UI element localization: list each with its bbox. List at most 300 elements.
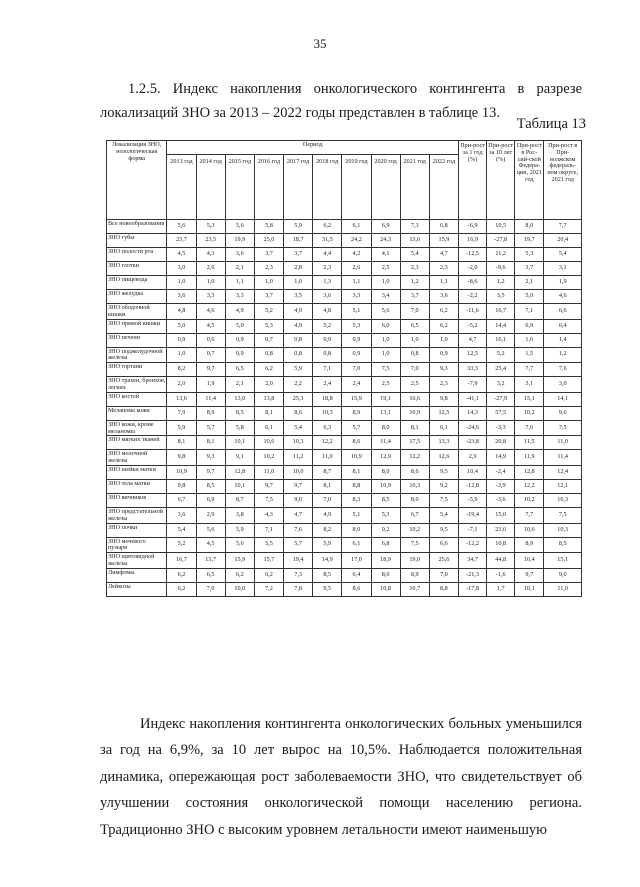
table-cell: 11,0 [313, 450, 342, 466]
table-cell: 0,8 [313, 347, 342, 363]
table-cell: 8,6 [400, 465, 429, 479]
table-cell: 12,9 [371, 450, 400, 466]
table-cell: 6,2 [254, 363, 283, 377]
table-cell: 10,9 [167, 465, 196, 479]
table-row [107, 568, 582, 582]
table-cell: 15,9 [225, 553, 254, 569]
table-cell: 16,6 [400, 392, 429, 406]
table-cell: 10,9 [342, 450, 371, 466]
table-cell: 12,2 [313, 436, 342, 450]
table-cell: 8,5 [225, 406, 254, 420]
page-number: 35 [313, 36, 327, 51]
table-cell: -8,6 [459, 276, 487, 290]
row-localization: ЗНО глотки [107, 262, 167, 276]
row-localization: ЗНО полости рта [107, 248, 167, 262]
table-cell: 5,7 [284, 537, 313, 553]
table-cell: 7,6 [515, 420, 544, 436]
table-cell: -41,1 [459, 392, 487, 406]
table-cell: 6,1 [342, 220, 371, 234]
table-cell: 5,4 [544, 248, 582, 262]
table-cell: 7,3 [284, 568, 313, 582]
table-cell: 5,9 [167, 420, 196, 436]
table-cell: 0,9 [225, 333, 254, 347]
table-cell: 12,6 [429, 450, 458, 466]
table-cell: 7,5 [544, 507, 582, 523]
table-cell: 5,0 [515, 290, 544, 304]
header-year: 2021 год [400, 155, 429, 220]
table-cell: 0,9 [342, 347, 371, 363]
table-cell: 1,7 [487, 582, 515, 596]
table-cell: 7,6 [544, 363, 582, 377]
table-cell: 4,9 [284, 304, 313, 320]
table-cell: 6,2 [225, 568, 254, 582]
table-cell: 31,5 [313, 234, 342, 248]
table-cell: 7,0 [400, 363, 429, 377]
table-row [107, 537, 582, 553]
table-cell: 8,5 [544, 537, 582, 553]
table-cell: 9,7 [196, 465, 225, 479]
table-cell: 5,6 [167, 220, 196, 234]
table-cell: 17,0 [342, 553, 371, 569]
table-cell: 14,9 [487, 450, 515, 466]
table-row [107, 450, 582, 466]
table-cell: 10,0 [225, 582, 254, 596]
header-year: 2016 год [254, 155, 283, 220]
table-cell: 5,9 [284, 363, 313, 377]
table-cell: 7,8 [284, 582, 313, 596]
table-cell: 3,7 [284, 248, 313, 262]
table-cell: 4,9 [313, 507, 342, 523]
table-cell: 11,0 [544, 436, 582, 450]
table-cell: 2,2 [284, 377, 313, 393]
table-cell: 8,0 [371, 568, 400, 582]
table-cell: 2,4 [313, 377, 342, 393]
table-cell: 2,8 [284, 262, 313, 276]
table-cell: 7,5 [544, 420, 582, 436]
table-cell: 44,8 [487, 553, 515, 569]
table-cell: 1,6 [515, 333, 544, 347]
header-period: Период [167, 141, 459, 155]
table-cell: 4,1 [371, 248, 400, 262]
table-cell: 18,9 [371, 553, 400, 569]
table-cell: 5,4 [167, 523, 196, 537]
table-cell: 5,4 [429, 507, 458, 523]
table-cell: 5,9 [284, 220, 313, 234]
table-cell: 8,8 [429, 582, 458, 596]
table-row [107, 220, 582, 234]
row-localization: ЗНО гортани [107, 363, 167, 377]
table-cell: 17,5 [400, 436, 429, 450]
table-cell: 16,4 [515, 553, 544, 569]
table-cell: 3,8 [225, 507, 254, 523]
table-cell: 2,0 [167, 377, 196, 393]
table-cell: 57,5 [487, 406, 515, 420]
table-row [107, 304, 582, 320]
table-cell: 3,6 [167, 507, 196, 523]
table-cell: 6,5 [196, 568, 225, 582]
table-cell: -17,8 [459, 582, 487, 596]
table-cell: 5,3 [371, 507, 400, 523]
table-cell: 6,2 [313, 220, 342, 234]
table-row [107, 465, 582, 479]
table-cell: 10,1 [225, 436, 254, 450]
table-cell: 9,8 [429, 392, 458, 406]
table-row [107, 333, 582, 347]
table-cell: 2,9 [459, 450, 487, 466]
table-cell: 10,6 [254, 436, 283, 450]
table-cell: 6,4 [544, 319, 582, 333]
table-cell: 11,5 [515, 436, 544, 450]
header-year: 2013 год [167, 155, 196, 220]
table-cell: 16,1 [487, 333, 515, 347]
table-cell: 6,2 [167, 582, 196, 596]
table-cell: 4,6 [196, 304, 225, 320]
header-growth-volga: При-рост в При-волжском федераль-ном округе, 2021 год [544, 141, 582, 220]
table-cell: 10,6 [515, 523, 544, 537]
table-cell: 19,9 [225, 234, 254, 248]
row-localization: ЗНО печени [107, 333, 167, 347]
table-cell: 0,9 [429, 347, 458, 363]
table-cell: 10,5 [487, 220, 515, 234]
table-cell: 19,7 [515, 234, 544, 248]
table-cell: 7,1 [313, 363, 342, 377]
table-cell: -3,6 [487, 493, 515, 507]
table-cell: 8,6 [342, 582, 371, 596]
table-cell: 6,7 [400, 507, 429, 523]
header-year: 2020 год [371, 155, 400, 220]
row-localization: Все новообразования [107, 220, 167, 234]
table-cell: 8,1 [313, 479, 342, 493]
table-cell: 4,3 [254, 507, 283, 523]
table-cell: 3,2 [487, 377, 515, 393]
table-cell: -1,6 [487, 568, 515, 582]
row-localization: ЗНО трахеи, бронхов, легких [108, 377, 166, 391]
row-localization: ЗНО щитовидной железы [107, 553, 167, 569]
table-cell: 6,1 [429, 420, 458, 436]
table-cell: 12,4 [544, 465, 582, 479]
accumulation-index-table [106, 140, 582, 597]
table-cell: 6,8 [371, 537, 400, 553]
table-cell: 6,1 [254, 420, 283, 436]
table-cell: 7,5 [400, 537, 429, 553]
table-cell: 0,8 [400, 347, 429, 363]
table-cell: 6,5 [225, 363, 254, 377]
row-localization: ЗНО желудка [107, 290, 167, 304]
table-row [107, 290, 582, 304]
table-cell: 15,1 [544, 553, 582, 569]
table-cell: 1,0 [196, 276, 225, 290]
table-cell: 20,8 [487, 436, 515, 450]
table-cell: -23,8 [459, 436, 487, 450]
table-cell: 15,9 [342, 392, 371, 406]
table-cell: -19,4 [459, 507, 487, 523]
table-cell: 9,7 [515, 568, 544, 582]
table-cell: 6,3 [313, 420, 342, 436]
table-cell: -2,0 [459, 262, 487, 276]
table-cell: 9,1 [225, 450, 254, 466]
table-row [107, 493, 582, 507]
table-cell: 5,2 [313, 319, 342, 333]
table-cell: 23,7 [167, 234, 196, 248]
table-cell: 9,2 [429, 479, 458, 493]
row-localization: ЗНО шейки матки [107, 465, 167, 479]
table-cell: 2,9 [196, 507, 225, 523]
table-cell: 5,7 [342, 420, 371, 436]
table-cell: 5,2 [167, 537, 196, 553]
table-cell: 12,5 [459, 347, 487, 363]
table-cell: 4,7 [284, 507, 313, 523]
table-cell: 10,2 [254, 450, 283, 466]
table-cell: 10,2 [515, 406, 544, 420]
table-cell: 20,4 [544, 234, 582, 248]
table-cell: 9,8 [167, 479, 196, 493]
table-cell: 14,3 [459, 406, 487, 420]
table-cell: 6,2 [429, 304, 458, 320]
table-cell: 10,8 [371, 582, 400, 596]
table-cell: 5,6 [196, 523, 225, 537]
table-cell: 7,1 [254, 523, 283, 537]
table-cell: -7,9 [459, 377, 487, 393]
table-cell: 8,7 [313, 465, 342, 479]
table-cell: 3,6 [225, 248, 254, 262]
table-cell: 16,7 [487, 304, 515, 320]
table-cell: 5,1 [342, 304, 371, 320]
table-cell: 10,3 [544, 523, 582, 537]
table-cell: 9,7 [254, 479, 283, 493]
table-cell: 13,6 [400, 234, 429, 248]
table-cell: 6,2 [429, 319, 458, 333]
table-cell: 0,8 [284, 347, 313, 363]
table-row [107, 436, 582, 450]
table-cell: 11,4 [371, 436, 400, 450]
table-cell: 7,0 [196, 582, 225, 596]
table-cell: 9,3 [429, 363, 458, 377]
table-cell: 23,6 [487, 523, 515, 537]
table-cell: -5,9 [459, 493, 487, 507]
table-cell: 6,5 [400, 319, 429, 333]
table-cell: 8,9 [400, 568, 429, 582]
table-cell: 9,2 [371, 523, 400, 537]
table-cell: 4,8 [167, 304, 196, 320]
table-cell: 8,5 [313, 568, 342, 582]
table-cell: 9,8 [167, 450, 196, 466]
table-cell: -12,2 [459, 537, 487, 553]
table-cell: 0,9 [313, 333, 342, 347]
table-cell: 24,3 [371, 234, 400, 248]
table-cell: 13,8 [254, 392, 283, 406]
table-cell: 5,8 [254, 220, 283, 234]
table-cell: 1,0 [167, 347, 196, 363]
table-cell: 1,0 [429, 333, 458, 347]
table-cell: 11,9 [515, 450, 544, 466]
table-cell: -27,8 [487, 234, 515, 248]
table-cell: -12,8 [459, 479, 487, 493]
row-localization: ЗНО пищевода [107, 276, 167, 290]
table-cell: 8,6 [342, 436, 371, 450]
table-cell: 1,1 [342, 276, 371, 290]
table-cell: 10,7 [400, 582, 429, 596]
table-row [107, 420, 582, 436]
table-cell: 10,1 [515, 582, 544, 596]
table-row [107, 406, 582, 420]
table-cell: 11,4 [196, 392, 225, 406]
table-cell: 4,7 [429, 248, 458, 262]
table-cell: 10,3 [313, 406, 342, 420]
table-cell: 1,0 [284, 276, 313, 290]
table-cell: 1,4 [544, 333, 582, 347]
table-cell: 10,0 [284, 465, 313, 479]
table-cell: -6,9 [459, 220, 487, 234]
table-cell: 5,9 [225, 523, 254, 537]
row-localization: ЗНО почки [107, 523, 167, 537]
table-cell: -21,3 [459, 568, 487, 582]
table-cell: 5,2 [254, 304, 283, 320]
table-cell: 19,1 [371, 392, 400, 406]
table-cell: 18,7 [284, 234, 313, 248]
table-cell: 9,5 [429, 465, 458, 479]
table-cell: 1,1 [429, 276, 458, 290]
table-cell: 9,7 [284, 479, 313, 493]
table-cell: 10,2 [515, 493, 544, 507]
table-row [107, 363, 582, 377]
table-cell: 3,3 [196, 290, 225, 304]
table-cell: 6,9 [196, 493, 225, 507]
table-cell: 8,1 [196, 436, 225, 450]
table-cell: 9,5 [313, 582, 342, 596]
table-cell: 10,3 [544, 493, 582, 507]
table-cell: 11,4 [544, 450, 582, 466]
row-localization: ЗНО предстательной железы [107, 507, 167, 523]
header-growth-russia: При-рост в Рос-сий-ской Федера-ции, 2021 год [515, 141, 544, 220]
table-cell: 8,0 [371, 465, 400, 479]
table-cell: 3,3 [225, 290, 254, 304]
header-localization: Локализация ЗНО, нозологическая форма [107, 141, 167, 220]
table-cell: 6,2 [254, 568, 283, 582]
table-cell: 2,3 [254, 262, 283, 276]
table-cell: 3,3 [342, 290, 371, 304]
table-cell: -3,3 [487, 420, 515, 436]
table-cell: 2,5 [371, 262, 400, 276]
table-cell: 0,8 [284, 333, 313, 347]
table-cell: 8,0 [342, 523, 371, 537]
table-cell: 5,3 [196, 220, 225, 234]
table-cell: 13,0 [225, 392, 254, 406]
table-cell: 24,2 [342, 234, 371, 248]
header-year: 2018 год [313, 155, 342, 220]
table-cell: 4,4 [313, 248, 342, 262]
table-cell: 4,2 [342, 248, 371, 262]
table-cell: 15,1 [515, 392, 544, 406]
table-cell: 2,6 [196, 262, 225, 276]
header-year: 2022 год [429, 155, 458, 220]
table-cell: 3,0 [544, 377, 582, 393]
table-cell: 5,6 [371, 304, 400, 320]
table-cell: 2,5 [400, 377, 429, 393]
table-cell: 8,5 [196, 479, 225, 493]
table-cell: 8,9 [515, 537, 544, 553]
table-cell: 3,7 [515, 262, 544, 276]
table-cell: 2,1 [225, 262, 254, 276]
row-localization: ЗНО костей [107, 392, 167, 406]
table-cell: -9,6 [487, 262, 515, 276]
table-cell: 16,7 [167, 553, 196, 569]
table-cell: 5,0 [225, 319, 254, 333]
table-cell: 18,8 [313, 392, 342, 406]
table-cell: 5,7 [196, 420, 225, 436]
table-cell: 5,5 [254, 537, 283, 553]
table-cell: 8,7 [225, 493, 254, 507]
table-cell: 3,6 [313, 290, 342, 304]
table-cell: 1,5 [515, 347, 544, 363]
table-cell: 0,7 [196, 347, 225, 363]
table-cell: 8,5 [371, 493, 400, 507]
table-cell: 1,2 [544, 347, 582, 363]
table-cell: 10,9 [400, 406, 429, 420]
table-cell: 0,9 [342, 333, 371, 347]
table-cell: -11,6 [459, 304, 487, 320]
table-cell: 3,5 [284, 290, 313, 304]
table-cell: 11,2 [487, 248, 515, 262]
table-cell: 1,0 [400, 333, 429, 347]
table-cell: 5,4 [400, 248, 429, 262]
table-cell: 7,0 [342, 363, 371, 377]
table-cell: 4,9 [284, 319, 313, 333]
table-cell: 10,4 [459, 465, 487, 479]
table-cell: 4,6 [544, 290, 582, 304]
table-row [107, 392, 582, 406]
table-cell: 3,6 [167, 290, 196, 304]
table-cell: 3,4 [371, 290, 400, 304]
table-cell: 8,1 [342, 465, 371, 479]
row-localization: Лейкозы [107, 582, 167, 596]
table-cell: 7,5 [371, 363, 400, 377]
table-cell: 2,5 [371, 377, 400, 393]
table-cell: 23,5 [196, 234, 225, 248]
table-cell: 15,7 [254, 553, 283, 569]
row-localization: ЗНО кожи, кроме меланомы [107, 420, 167, 436]
table-cell: 10,2 [400, 523, 429, 537]
table-cell: 7,7 [515, 507, 544, 523]
table-cell: 8,1 [254, 406, 283, 420]
table-cell: 3,6 [429, 290, 458, 304]
table-cell: 4,9 [225, 304, 254, 320]
table-cell: 0,6 [196, 333, 225, 347]
table-cell: 6,9 [371, 220, 400, 234]
table-cell: 13,1 [371, 406, 400, 420]
table-cell: 1,3 [313, 276, 342, 290]
table-cell: 10,9 [371, 479, 400, 493]
table-cell: 9,6 [544, 406, 582, 420]
table-cell: 12,1 [544, 479, 582, 493]
table-cell: 4,8 [313, 304, 342, 320]
table-row [107, 262, 582, 276]
table-cell: 12,2 [400, 450, 429, 466]
table-cell: 1,9 [196, 377, 225, 393]
table-cell: 8,1 [167, 436, 196, 450]
table-cell: 19,4 [284, 553, 313, 569]
table-cell: 2,3 [429, 262, 458, 276]
table-cell: 5,8 [225, 420, 254, 436]
table-row [107, 347, 582, 363]
table-cell: 7,6 [284, 523, 313, 537]
table-cell: 12,8 [515, 465, 544, 479]
header-year: 2019 год [342, 155, 371, 220]
table-cell: 25,3 [284, 392, 313, 406]
table-cell: 3,7 [254, 290, 283, 304]
table-cell: 5,9 [313, 537, 342, 553]
header-year: 2017 год [284, 155, 313, 220]
table-cell: 5,0 [167, 319, 196, 333]
